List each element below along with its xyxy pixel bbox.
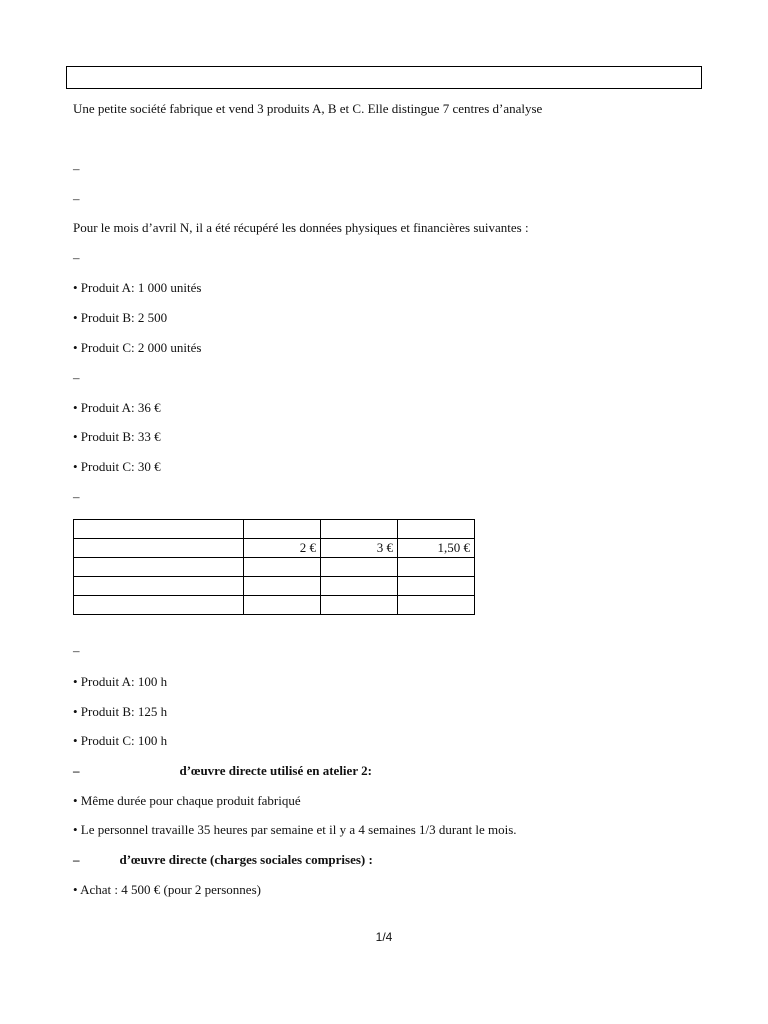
dash-marker: – (73, 643, 80, 658)
dash-marker: – (73, 191, 80, 206)
table-cell (398, 558, 475, 577)
hours-item: • Produit A: 100 h (73, 674, 168, 689)
table-cell (74, 596, 244, 615)
cost-heading: d’œuvre directe (charges sociales comprises) : (119, 852, 373, 867)
table-cell: 3 € (321, 539, 398, 558)
table-row (74, 558, 475, 577)
table-cell (74, 539, 244, 558)
hours-item: • Produit C: 100 h (73, 733, 168, 748)
table-cell (244, 596, 321, 615)
labor-point: • Même durée pour chaque produit fabriqué (73, 793, 301, 808)
table-cell (244, 558, 321, 577)
production-item: • Produit C: 2 000 unités (73, 340, 202, 355)
table-cell (398, 577, 475, 596)
dash-marker: – (73, 763, 80, 778)
intro-text: Une petite société fabrique et vend 3 produits A, B et C. Elle distingue 7 centres d’analyse (73, 101, 543, 116)
table-row (74, 596, 475, 615)
table-cell (398, 520, 475, 539)
dash-marker: – (73, 250, 80, 265)
price-item: • Produit C: 30 € (73, 459, 161, 474)
table-cell (244, 520, 321, 539)
hours-item: • Produit B: 125 h (73, 704, 168, 719)
labor-heading-line (73, 763, 372, 779)
table-cell (321, 596, 398, 615)
price-item: • Produit A: 36 € (73, 400, 161, 415)
table-cell (74, 520, 244, 539)
table-cell (321, 577, 398, 596)
dash-marker: – (73, 852, 80, 867)
table-cell (74, 577, 244, 596)
table-cell (74, 558, 244, 577)
page-number: 1/4 (375, 930, 393, 944)
title-box (66, 66, 702, 89)
data-table (73, 519, 475, 615)
cost-point: • Achat : 4 500 € (pour 2 personnes) (73, 882, 261, 897)
labor-heading: d’œuvre directe utilisé en atelier 2: (179, 763, 372, 778)
table-row (74, 520, 475, 539)
table-cell: 1,50 € (398, 539, 475, 558)
table-cell (398, 596, 475, 615)
table-cell (321, 520, 398, 539)
table-cell (321, 558, 398, 577)
dash-marker: – (73, 161, 80, 176)
table-row (74, 577, 475, 596)
dash-marker: – (73, 370, 80, 385)
price-item: • Produit B: 33 € (73, 429, 161, 444)
dash-marker: – (73, 489, 80, 504)
data-intro-text: Pour le mois d’avril N, il a été récupéré les données physiques et financières suivantes : (73, 220, 529, 235)
cost-heading-line (73, 852, 373, 868)
production-item: • Produit A: 1 000 unités (73, 280, 202, 295)
production-item: • Produit B: 2 500 (73, 310, 168, 325)
labor-point: • Le personnel travaille 35 heures par semaine et il y a 4 semaines 1/3 durant le mois. (73, 822, 517, 837)
table-row (74, 539, 475, 558)
table-cell: 2 € (244, 539, 321, 558)
table-cell (244, 577, 321, 596)
